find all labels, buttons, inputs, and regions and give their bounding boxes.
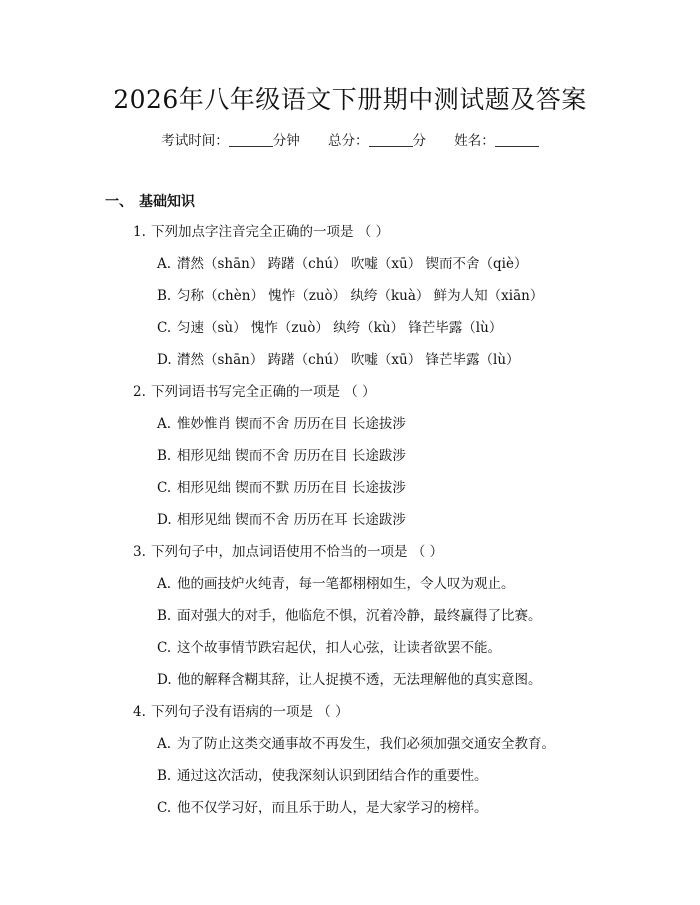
question-2 bbox=[133, 382, 376, 402]
option-label: C. bbox=[157, 320, 172, 336]
question-2-option-a bbox=[157, 414, 406, 434]
option-text: 惟妙惟肖 锲而不舍 历历在目 长途拔涉 bbox=[177, 416, 406, 432]
option-label: C. bbox=[157, 640, 172, 656]
section-number: 一、 bbox=[105, 194, 133, 210]
option-text: 匀速（sù） 愧怍（zuò） 纨绔（kù） 锋芒毕露（lù） bbox=[177, 320, 503, 336]
option-label: C. bbox=[157, 800, 172, 816]
question-1-option-d bbox=[157, 350, 520, 370]
question-2-option-b bbox=[157, 446, 406, 466]
option-label: A. bbox=[157, 736, 172, 752]
question-1 bbox=[133, 222, 389, 242]
option-label: A. bbox=[157, 576, 172, 592]
total-score-blank bbox=[369, 132, 413, 147]
question-4-option-b bbox=[157, 766, 488, 786]
question-3-option-d bbox=[157, 670, 542, 690]
question-number: 4. bbox=[133, 704, 146, 720]
option-label: B. bbox=[157, 448, 172, 464]
student-name-field bbox=[454, 131, 539, 151]
question-2-option-d bbox=[157, 510, 406, 530]
option-text: 为了防止这类交通事故不再发生，我们必须加强交通安全教育。 bbox=[177, 736, 555, 752]
option-text: 他不仅学习好，而且乐于助人，是大家学习的榜样。 bbox=[177, 800, 488, 816]
question-2-option-c bbox=[157, 478, 406, 498]
option-text: 相形见绌 锲而不舍 历历在耳 长途跋涉 bbox=[177, 512, 406, 528]
question-3-option-c bbox=[157, 638, 501, 658]
question-4 bbox=[133, 702, 349, 722]
exam-info-line bbox=[0, 131, 700, 151]
option-text: 通过这次活动，使我深刻认识到团结合作的重要性。 bbox=[177, 768, 488, 784]
question-3-option-b bbox=[157, 606, 542, 626]
option-text: 潸然（shān） 踌躇（chú） 吹嘘（xū） 锋芒毕露（lù） bbox=[177, 352, 520, 368]
question-1-option-b bbox=[157, 286, 543, 306]
question-number: 2. bbox=[133, 384, 146, 400]
question-4-option-c bbox=[157, 798, 488, 818]
exam-time-unit: 分钟 bbox=[272, 133, 300, 149]
option-label: B. bbox=[157, 768, 172, 784]
option-text: 他的解释含糊其辞，让人捉摸不透，无法理解他的真实意图。 bbox=[177, 672, 542, 688]
option-label: C. bbox=[157, 480, 172, 496]
option-label: A. bbox=[157, 416, 172, 432]
option-label: B. bbox=[157, 608, 172, 624]
question-number: 3. bbox=[133, 544, 146, 560]
option-label: A. bbox=[157, 256, 172, 272]
option-label: D. bbox=[157, 352, 172, 368]
question-3 bbox=[133, 542, 443, 562]
option-text: 相形见绌 锲而不舍 历历在目 长途跋涉 bbox=[177, 448, 406, 464]
option-text: 面对强大的对手，他临危不惧，沉着冷静，最终赢得了比赛。 bbox=[177, 608, 542, 624]
question-1-option-c bbox=[157, 318, 502, 338]
question-number: 1. bbox=[133, 224, 146, 240]
student-name-blank bbox=[495, 132, 539, 147]
question-text: 下列词语书写完全正确的一项是 （ ） bbox=[151, 384, 376, 400]
question-text: 下列加点字注音完全正确的一项是 （ ） bbox=[151, 224, 390, 240]
option-text: 这个故事情节跌宕起伏，扣人心弦，让读者欲罢不能。 bbox=[177, 640, 501, 656]
option-label: B. bbox=[157, 288, 172, 304]
student-name-label: 姓名： bbox=[454, 133, 495, 149]
total-score-unit: 分 bbox=[412, 133, 426, 149]
question-text: 下列句子没有语病的一项是 （ ） bbox=[151, 704, 349, 720]
option-text: 他的画技炉火纯青，每一笔都栩栩如生，令人叹为观止。 bbox=[177, 576, 515, 592]
section-title: 基础知识 bbox=[139, 194, 195, 210]
question-3-option-a bbox=[157, 574, 515, 594]
total-score-label: 总分： bbox=[328, 133, 369, 149]
exam-title: 2026年八年级语文下册期中测试题及答案 bbox=[113, 85, 587, 114]
exam-time-label: 考试时间： bbox=[161, 133, 229, 149]
option-label: D. bbox=[157, 512, 172, 528]
option-text: 匀称（chèn） 愧怍（zuò） 纨绔（kuà） 鲜为人知（xiān） bbox=[177, 288, 544, 304]
exam-time-blank bbox=[229, 132, 273, 147]
question-1-option-a bbox=[157, 254, 527, 274]
option-label: D. bbox=[157, 672, 172, 688]
question-text: 下列句子中，加点词语使用不恰当的一项是 （ ） bbox=[151, 544, 444, 560]
question-4-option-a bbox=[157, 734, 555, 754]
option-text: 相形见绌 锲而不默 历历在目 长途拔涉 bbox=[177, 480, 406, 496]
total-score-field bbox=[328, 131, 426, 151]
exam-time-field bbox=[161, 131, 300, 151]
section-heading bbox=[105, 192, 195, 212]
option-text: 潸然（shān） 踌躇（chú） 吹嘘（xū） 锲而不舍（qiè） bbox=[177, 256, 528, 272]
